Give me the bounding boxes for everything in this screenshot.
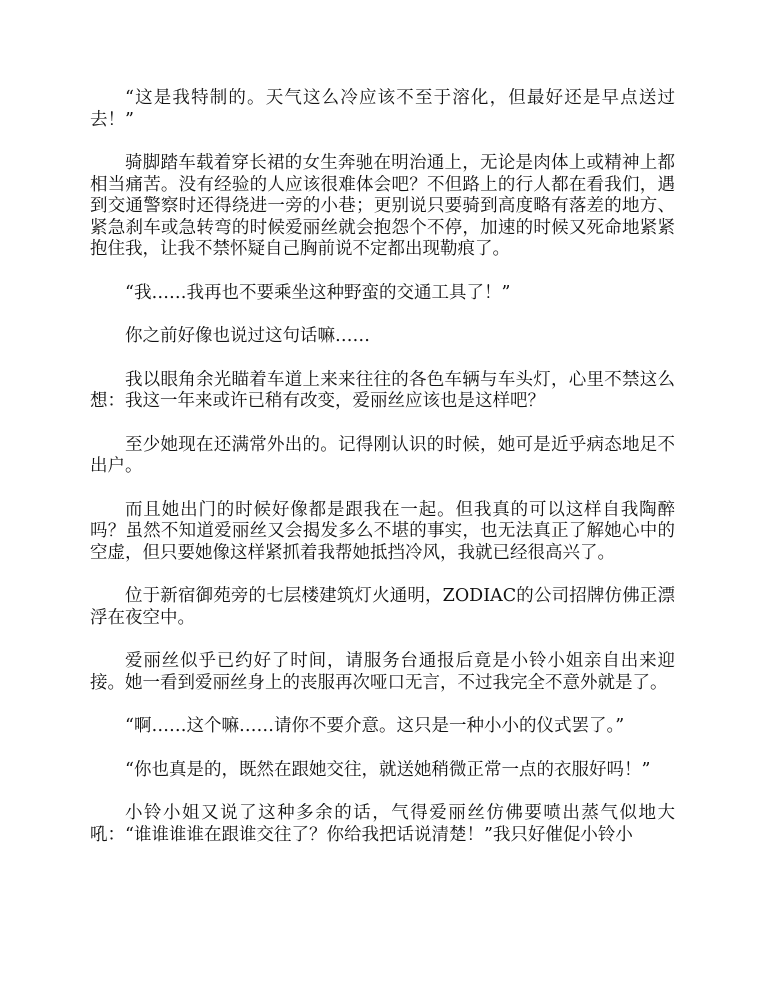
paragraph-1: “这是我特制的。天气这么冷应该不至于溶化，但最好还是早点送过去！”: [90, 88, 675, 130]
paragraph-2: 骑脚踏车载着穿长裙的女生奔驰在明治通上，无论是肉体上或精神上都相当痛苦。没有经验的人应该很难体会吧？不但路上的行人都在看我们，遇到交通警察时还得绕进一旁的小巷；更别说只要骑到高度略有落差的地方、紧急刹车或急转弯的时候爱丽丝就会抱怨个不停，加速的时候又死命地紧紧抱住我，让我不禁怀疑自己胸前说不定都出现勒痕了。: [90, 153, 675, 259]
paragraph-8: 位于新宿御苑旁的七层楼建筑灯火通明，ZODIAC的公司招牌仿佛正漂浮在夜空中。: [90, 586, 675, 628]
paragraph-7: 而且她出门的时候好像都是跟我在一起。但我真的可以这样自我陶醉吗？虽然不知道爱丽丝又会揭发多么不堪的事实，也无法真正了解她心中的空虚，但只要她像这样紧抓着我帮她抵挡冷风，我就已经很高兴了。: [90, 499, 675, 563]
paragraph-9: 爱丽丝似乎已约好了时间，请服务台通报后竟是小铃小姐亲自出来迎接。她一看到爱丽丝身上的丧服再次哑口无言，不过我完全不意外就是了。: [90, 651, 675, 693]
paragraph-6: 至少她现在还满常外出的。记得刚认识的时候，她可是近乎病态地足不出户。: [90, 434, 675, 476]
paragraph-11: “你也真是的，既然在跟她交往，就送她稍微正常一点的衣服好吗！”: [125, 759, 651, 780]
paragraph-5: 我以眼角余光瞄着车道上来来往往的各色车辆与车头灯，心里不禁这么想：我这一年来或许已稍有改变，爱丽丝应该也是这样吧？: [90, 369, 675, 411]
paragraph-10: “啊……这个嘛……请你不要介意。这只是一种小小的仪式罢了。”: [125, 716, 625, 736]
paragraph-12: 小铃小姐又说了这种多余的话，气得爱丽丝仿佛要喷出蒸气似地大吼：“谁谁谁谁在跟谁交往了？你给我把话说清楚！”我只好催促小铃小: [90, 803, 675, 845]
paragraph-4: 你之前好像也说过这句话嘛……: [125, 326, 370, 346]
paragraph-3: “我……我再也不要乘坐这种野蛮的交通工具了！”: [125, 282, 511, 303]
document-page: [90, 88, 675, 868]
